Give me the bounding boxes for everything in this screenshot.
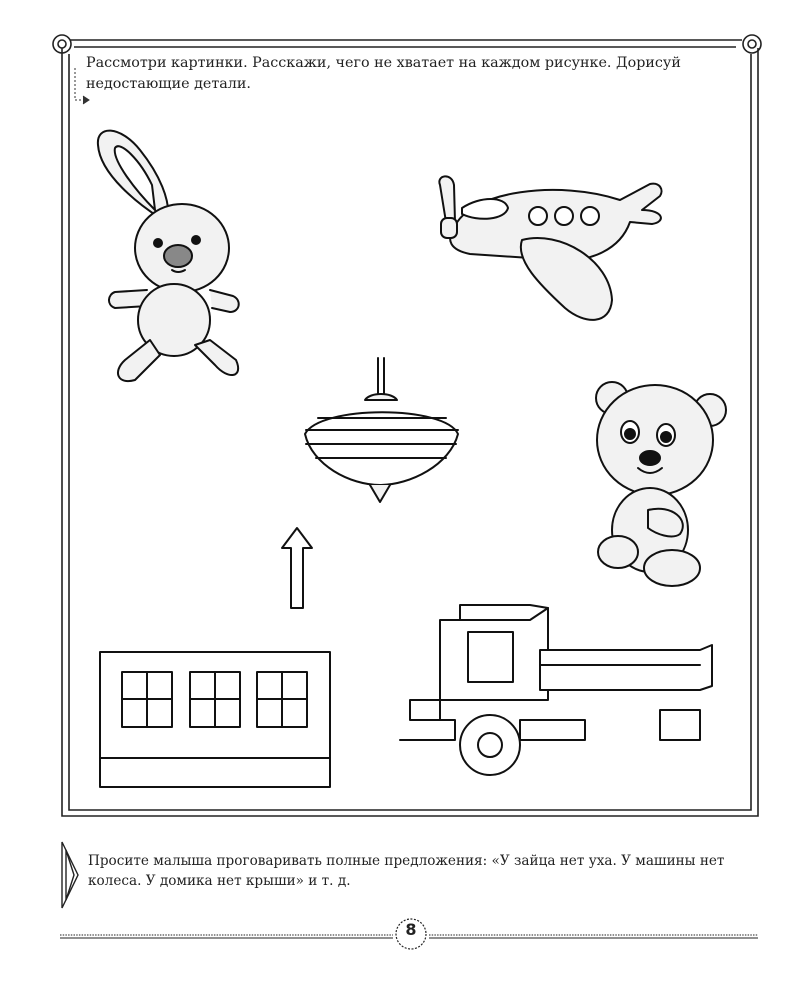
task-instruction: Рассмотри картинки. Расскажи, чего не хватает на каждом рисунке. Дорисуй недостающие детали. <box>86 55 681 92</box>
truck-picture <box>400 605 712 775</box>
page-number: 8 <box>405 920 417 939</box>
hare-picture <box>98 131 239 382</box>
parent-tip: Просите малыша проговаривать полные предложения: «У зайца нет уха. У машины нет колеса. У домика нет крыши» и т. д. <box>88 853 725 889</box>
house-picture <box>100 528 330 787</box>
teddy-bear-picture <box>596 382 726 586</box>
airplane-picture <box>439 176 661 320</box>
spinning-top-picture <box>305 358 458 502</box>
